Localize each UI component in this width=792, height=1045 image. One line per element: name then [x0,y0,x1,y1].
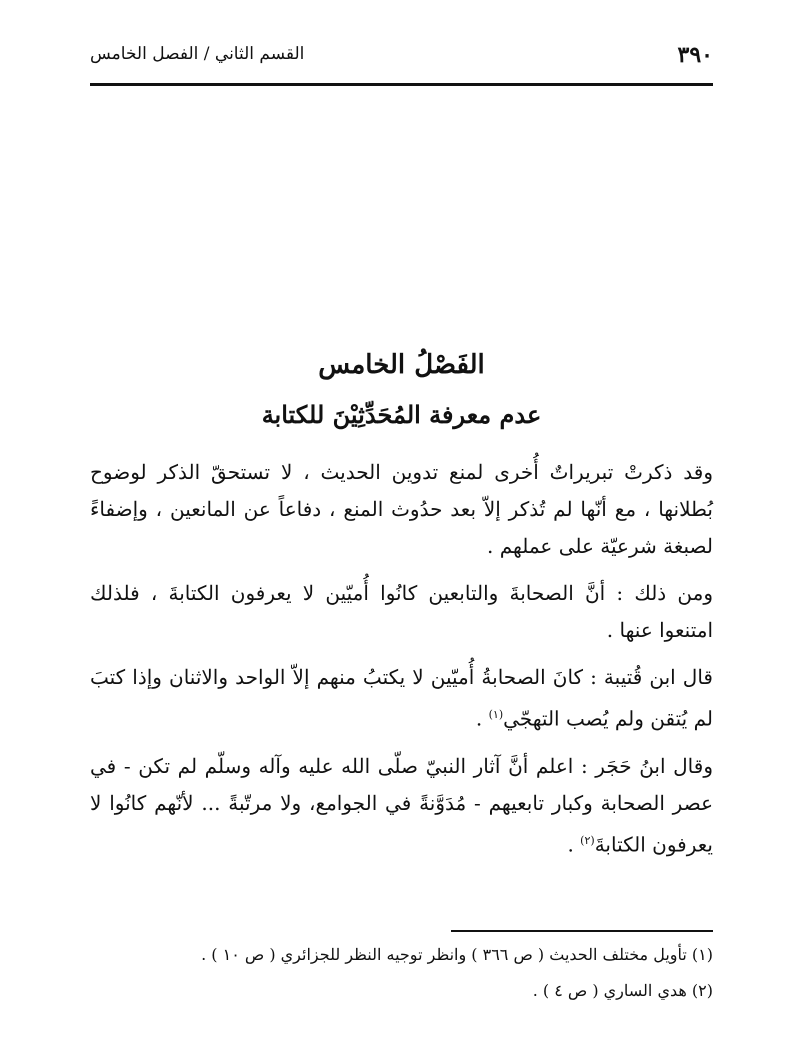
chapter-title: الفَصْلُ الخامس [318,350,485,380]
paragraph [90,659,713,738]
paragraph [90,454,713,565]
paragraph-text: وقال ابنُ حَجَر : اعلم أنَّ آثار النبيّ صلّى الله عليه وآله وسلّم لم تكن - في عصر الصحابة وكبار تابعيهم - مُدَوَّنةً في الجوامع، ولا مرتّبةً ... لأنّهم كانُوا لا يعرفون الكتابةَ [90,753,713,857]
page-number: ٣٩٠ [677,42,713,68]
paragraph-text: وقد ذكرتْ تبريراتٌ أُخرى لمنع تدوين الحديث ، لا تستحقّ الذكر لوضوح بُطلانها ، مع أنّها لم تُذكر إلاّ بعد حدُوث المنع ، دفاعاً عن المانعين ، وإضفاءً لصبغة شرعيّة على عملهم . [90,460,713,558]
footnote: (٢) هدي الساري ( ص ٤ ) . [532,981,713,1000]
paragraph-tail: . [475,706,489,731]
footnote-divider [451,930,713,932]
chapter-subtitle: عدم معرفة المُحَدِّثِيْنَ للكتابة [261,400,542,429]
paragraph [90,748,713,864]
body-text [90,454,713,873]
footnote: (١) تأويل مختلف الحديث ( ص ٣٦٦ ) وانظر توجيه النظر للجزائري ( ص ١٠ ) . [201,945,713,964]
running-header [90,38,713,78]
running-title: القسم الثاني / الفصل الخامس [90,44,305,64]
paragraph [90,575,713,649]
paragraph-tail: . [567,832,581,857]
header-divider [90,83,713,86]
paragraph-text: قال ابن قُتيبة : كانَ الصحابةُ أُميّين لا يكتبُ منهم إلاّ الواحد والاثنان وإذا كتبَ لم يُتقن ولم يُصب التهجّي [90,665,713,731]
footnotes [90,940,713,1012]
footnote-reference[interactable]: (١) [488,708,504,721]
footnote-reference[interactable]: (٢) [580,833,595,847]
paragraph-text: ومن ذلك : أنَّ الصحابةَ والتابعين كانُوا أُميّين لا يعرفون الكتابةَ ، فلذلك امتنعوا عنها . [90,581,713,642]
